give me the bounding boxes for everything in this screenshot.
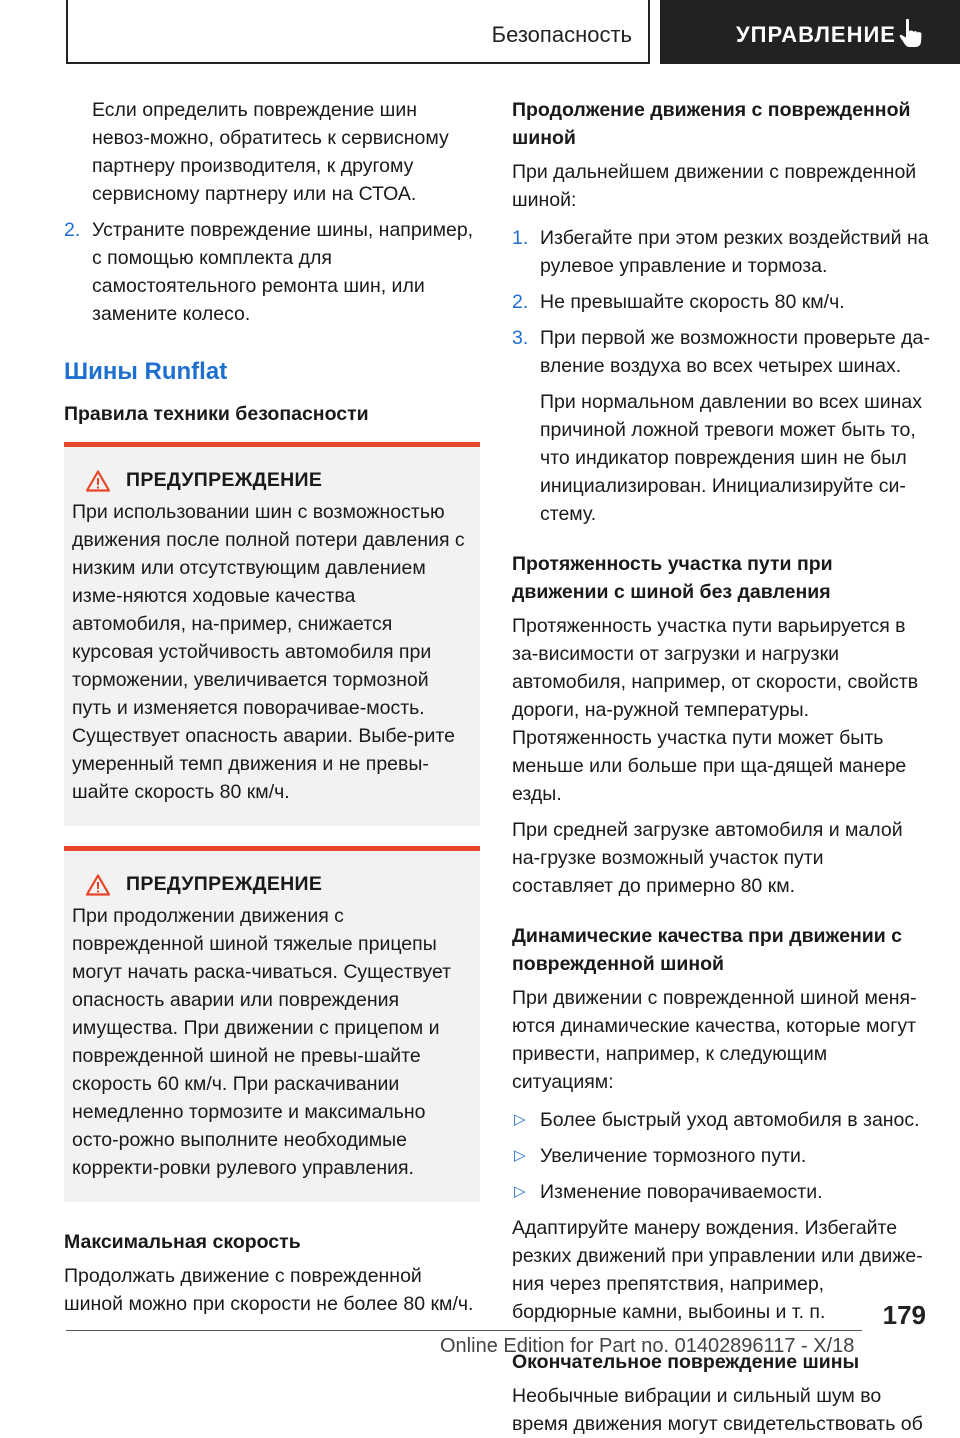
bullet-text: Увеличение тормозного пути.: [540, 1145, 807, 1167]
triangle-bullet-icon: ▷: [514, 1183, 526, 1200]
header-section-title: Безопасность: [491, 22, 632, 47]
max-speed-text: Продолжать движение с поврежденной шиной можно при скорости не более 80 км/ч.: [64, 1265, 474, 1315]
bullet-text: Изменение поворачиваемости.: [540, 1181, 823, 1203]
distance-paragraph-2: При средней загрузке автомобиля и малой на-грузке возможный участок пути составляет до примерно 80 км.: [512, 819, 903, 897]
warning-box-2: [64, 846, 480, 1202]
continued-paragraph: Если определить повреждение шин невоз-можно, обратитесь к сервисному партнеру производителя, к другому сервисному партнеру или на СТОА.: [92, 99, 449, 205]
item-number: 3.: [512, 327, 529, 349]
warning-box-1: [64, 442, 480, 826]
item-number: 1.: [512, 227, 529, 249]
dynamic-intro: При движении с поврежденной шиной меня-ются динамические качества, которые могут привести, например, к следующим ситуациям:: [512, 987, 917, 1093]
item-number: 2.: [512, 291, 529, 313]
subheading-safety-rules: Правила техники безопасности: [64, 403, 369, 425]
page-number: 179: [882, 1300, 926, 1330]
footer-divider: [66, 1330, 862, 1331]
warning-text: При продолжении движения с поврежденной шиной тяжелые прицепы могут начать раска-чиваться. Существует опасность аварии или повреждения имущества. При движении с прицепом и поврежденной шиной не превы-шайте скорость 60 км/ч. При раскачивании немедленно тормозите и максимально осто-рожно выполните необходимые корректи-ровки рулевого управления.: [72, 905, 452, 1179]
item-number: 2.: [64, 219, 81, 241]
left-column: [64, 96, 480, 1318]
section-heading-runflat: Шины Runflat: [64, 358, 228, 385]
triangle-bullet-icon: ▷: [514, 1147, 526, 1164]
continue-intro: При дальнейшем движении с поврежденной шиной:: [512, 161, 917, 211]
numbered-item-1: [512, 224, 930, 280]
item-3-note: При нормальном давлении во всех шинах причиной ложной тревоги может быть то, что индикатор повреждения шин не был инициализирован. Инициализируйте си-стему.: [540, 391, 922, 525]
header-section-box: [66, 0, 650, 64]
numbered-item-2: [64, 216, 480, 328]
final-damage-text: Необычные вибрации и сильный шум во время движения могут свидетельствовать об: [512, 1385, 923, 1435]
warning-text: При использовании шин с возможностью движения после полной потери давления с низким или отсутствующим давлением изме-няются ходовые качества автомобиля, на-пример, снижается курсовая устойчивость автомобиля при торможении, увеличивается тормозной путь и изменяется поворачивае-мость. Существует опасность аварии. Выбе-рите умеренный темп движения и не превы-шайте скорость 80 км/ч.: [72, 501, 465, 803]
warning-triangle-icon: [86, 874, 110, 896]
item-text: При первой же возможности проверьте да-вление воздуха во всех четырех шинах.: [540, 327, 930, 377]
distance-paragraph-1: Протяженность участка пути варьируется в за-висимости от загрузки и нагрузки автомобиля, например, от скорости, свойств дороги, на-ружной температуры. Протяженность участка пути может быть меньше или больше при ща-дящей манере езды.: [512, 615, 919, 805]
bullet-item: [512, 1106, 930, 1134]
warning-title: ПРЕДУПРЕЖДЕНИЕ: [126, 873, 323, 895]
item-text: Избегайте при этом резких воздействий на рулевое управление и тормоза.: [540, 227, 929, 277]
header-chapter-box: [660, 0, 960, 64]
subheading-continue-driving: Продолжение движения с поврежденной шиной: [512, 99, 911, 149]
dynamic-outro: Адаптируйте манеру вождения. Избегайте резких движений при управлении или движе-ния через препятствия, например, бордюрные камни, выбоины и т. п.: [512, 1217, 923, 1323]
item-text: Не превышайте скорость 80 км/ч.: [540, 291, 845, 313]
hand-pointer-icon: [897, 18, 923, 50]
bullet-item: [512, 1142, 930, 1170]
warning-triangle-icon: [86, 470, 110, 492]
numbered-item-3: [512, 324, 930, 380]
subheading-max-speed: Максимальная скорость: [64, 1231, 301, 1253]
bullet-item: [512, 1178, 930, 1206]
footer-edition: Online Edition for Part no. 01402896117 - X/18: [440, 1335, 855, 1357]
subheading-final-damage: Окончательное повреждение шины: [512, 1351, 860, 1373]
warning-header: [86, 469, 472, 492]
item-text: Устраните повреждение шины, например, с помощью комплекта для самостоятельного ремонта шин, или замените колесо.: [92, 219, 474, 325]
bullet-text: Более быстрый уход автомобиля в занос.: [540, 1109, 920, 1131]
right-column: [512, 96, 930, 1438]
subheading-dynamic: Динамические качества при движении с поврежденной шиной: [512, 925, 902, 975]
triangle-bullet-icon: ▷: [514, 1111, 526, 1128]
subheading-distance: Протяженность участка пути при движении с шиной без давления: [512, 553, 833, 603]
warning-title: ПРЕДУПРЕЖДЕНИЕ: [126, 469, 323, 491]
warning-header: [86, 873, 472, 896]
header-chapter-title: УПРАВЛЕНИЕ: [736, 22, 896, 47]
numbered-item-2: [512, 288, 930, 316]
